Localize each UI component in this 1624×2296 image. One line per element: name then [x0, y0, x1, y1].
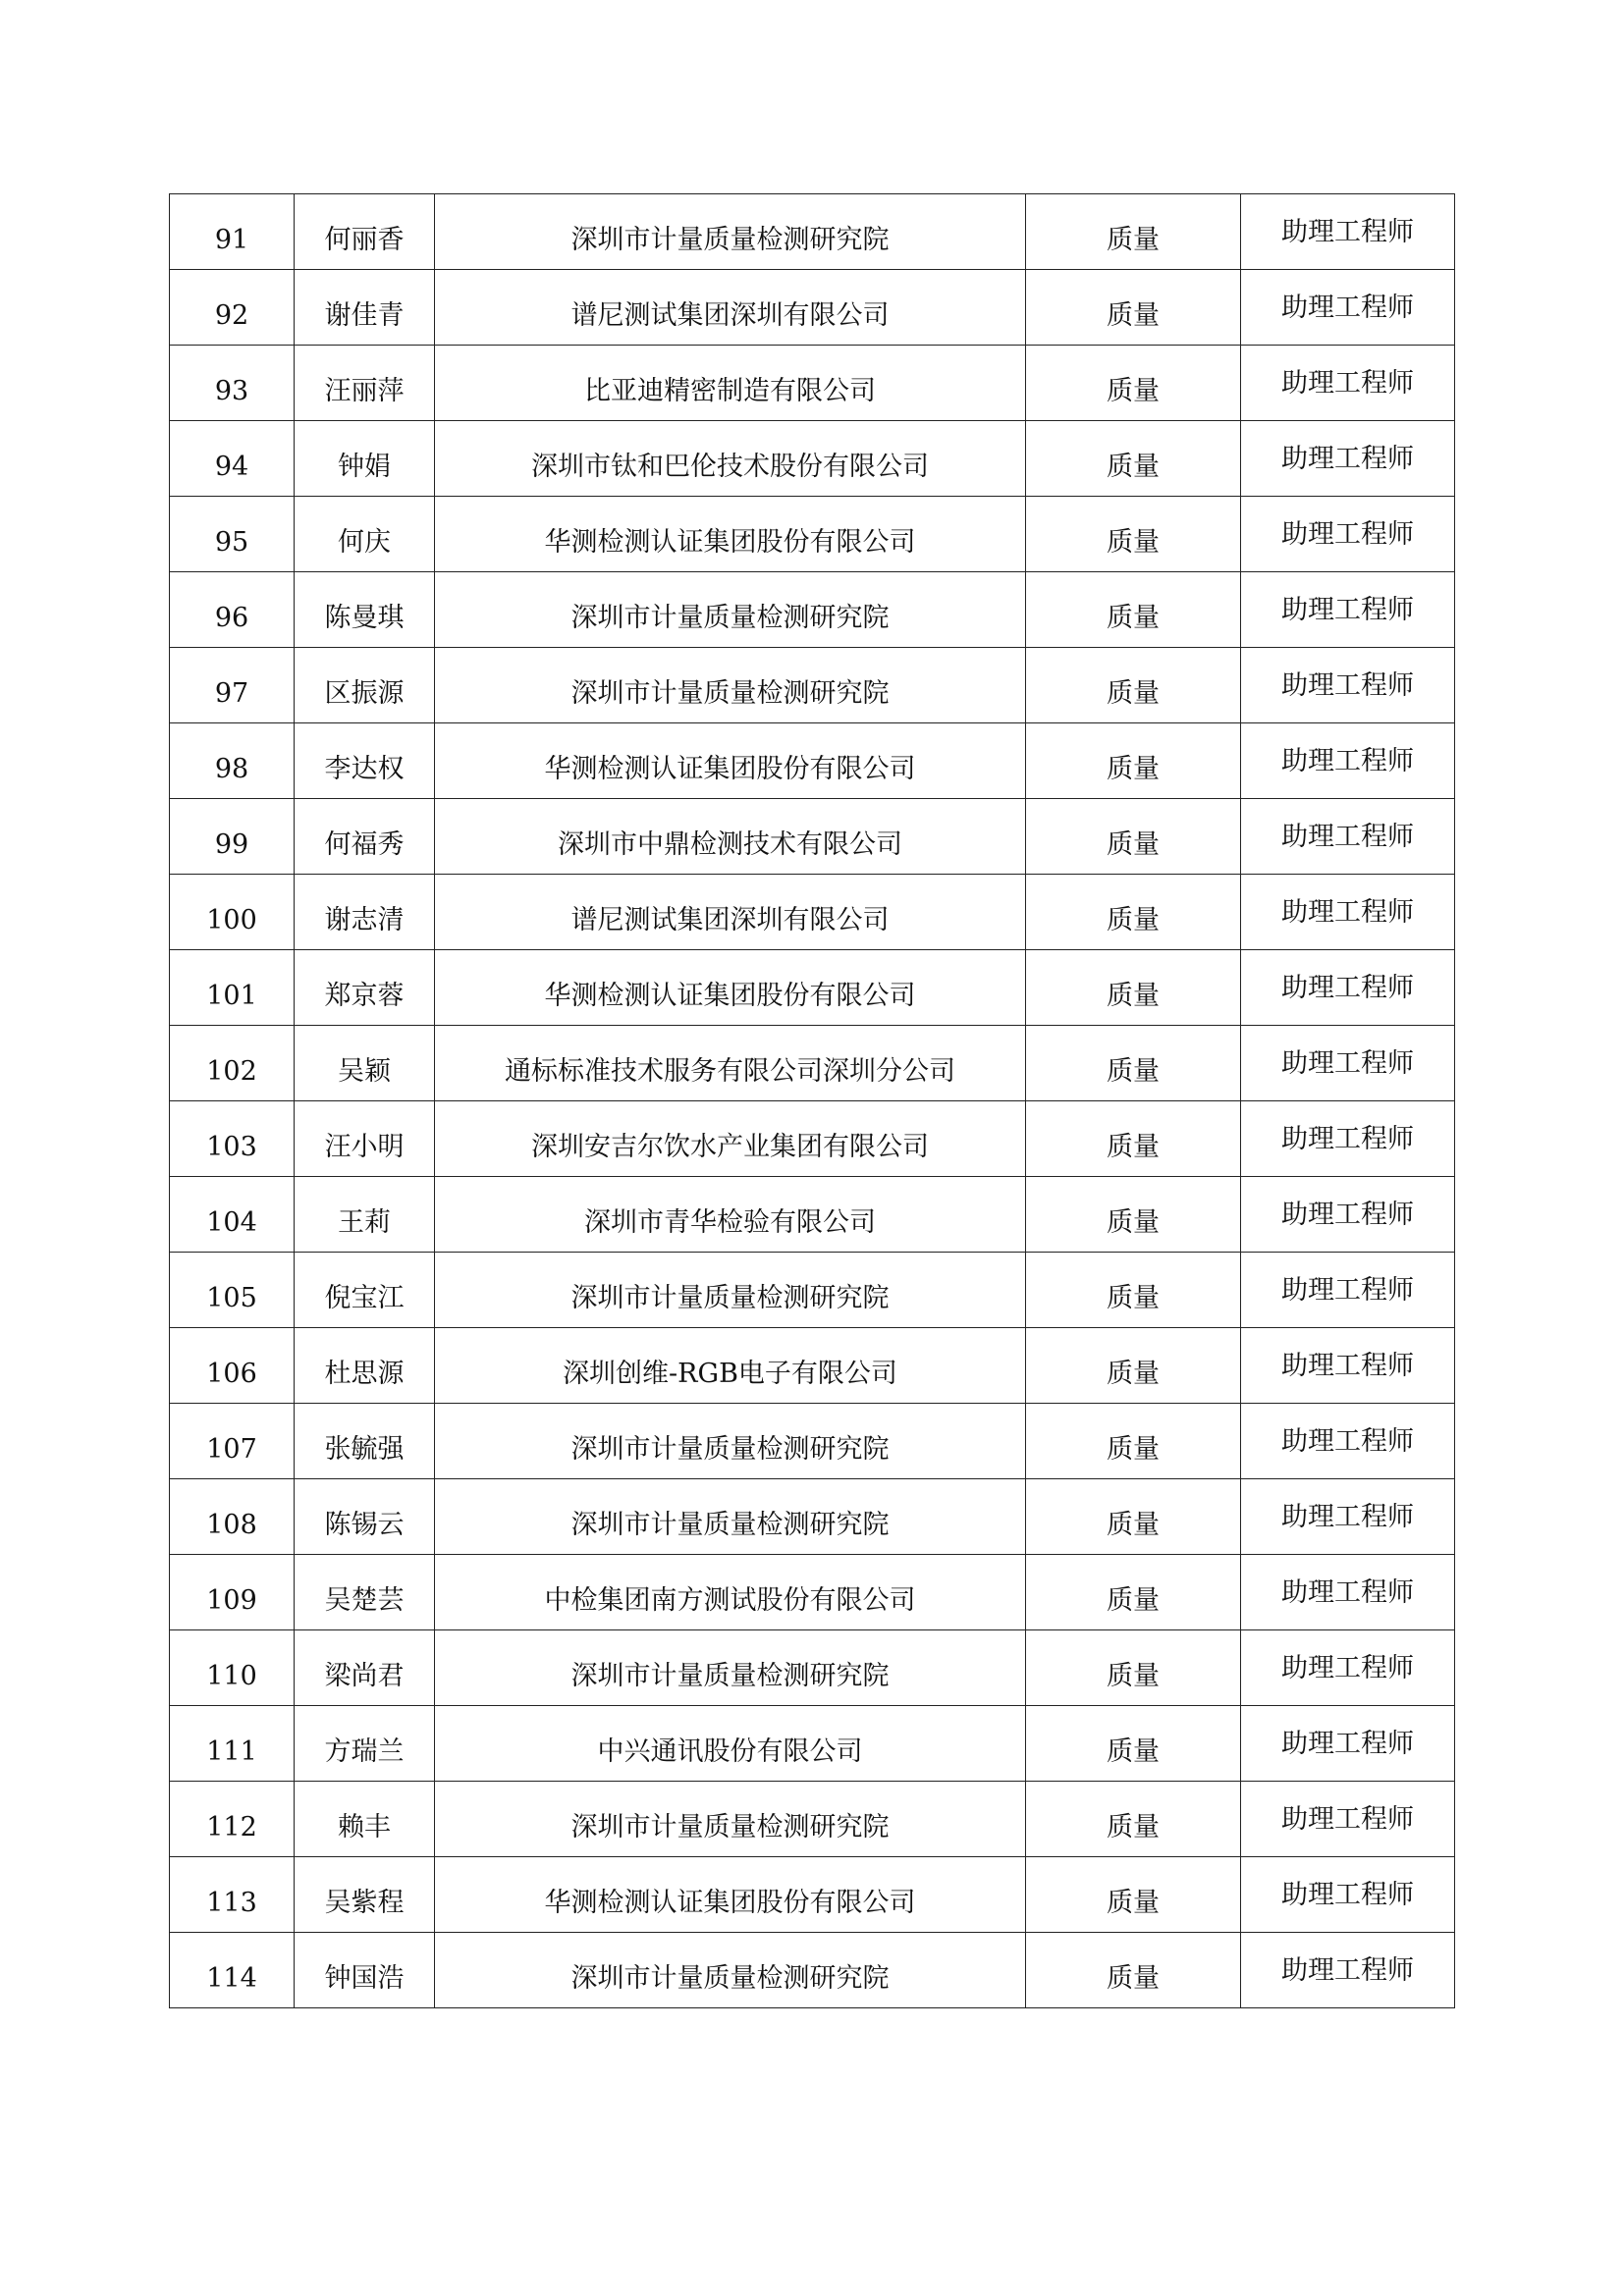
person-name-cell: 汪小明: [295, 1101, 435, 1177]
specialty-cell: 质量: [1026, 1328, 1241, 1404]
organization-cell: 深圳市计量质量检测研究院: [435, 1479, 1026, 1555]
title-level-cell: 助理工程师: [1241, 1555, 1455, 1630]
table-row: [170, 799, 1455, 875]
table-row: [170, 950, 1455, 1026]
person-name-cell: 杜思源: [295, 1328, 435, 1404]
title-level-cell: 助理工程师: [1241, 1933, 1455, 2008]
specialty-cell: 质量: [1026, 421, 1241, 497]
person-name-cell: 张毓强: [295, 1404, 435, 1479]
specialty-cell: 质量: [1026, 1857, 1241, 1933]
roster-table-body: [170, 194, 1455, 2008]
person-name-cell: 陈曼琪: [295, 572, 435, 648]
title-level-cell: 助理工程师: [1241, 1706, 1455, 1782]
title-level-cell: 助理工程师: [1241, 950, 1455, 1026]
specialty-cell: 质量: [1026, 1404, 1241, 1479]
person-name-cell: 吴楚芸: [295, 1555, 435, 1630]
organization-cell: 比亚迪精密制造有限公司: [435, 346, 1026, 421]
title-level-cell: 助理工程师: [1241, 346, 1455, 421]
organization-cell: 通标标准技术服务有限公司深圳分公司: [435, 1026, 1026, 1101]
organization-cell: 深圳市计量质量检测研究院: [435, 1630, 1026, 1706]
title-level-cell: 助理工程师: [1241, 1026, 1455, 1101]
table-row: [170, 194, 1455, 270]
specialty-cell: 质量: [1026, 799, 1241, 875]
row-number-cell: 112: [170, 1782, 295, 1857]
row-number-cell: 99: [170, 799, 295, 875]
row-number-cell: 98: [170, 723, 295, 799]
title-level-cell: 助理工程师: [1241, 1857, 1455, 1933]
row-number-cell: 102: [170, 1026, 295, 1101]
title-level-cell: 助理工程师: [1241, 421, 1455, 497]
title-level-cell: 助理工程师: [1241, 648, 1455, 723]
organization-cell: 谱尼测试集团深圳有限公司: [435, 270, 1026, 346]
person-name-cell: 陈锡云: [295, 1479, 435, 1555]
person-name-cell: 汪丽萍: [295, 346, 435, 421]
specialty-cell: 质量: [1026, 1479, 1241, 1555]
row-number-cell: 105: [170, 1253, 295, 1328]
title-level-cell: 助理工程师: [1241, 1101, 1455, 1177]
roster-table: [169, 193, 1455, 2008]
specialty-cell: 质量: [1026, 1253, 1241, 1328]
specialty-cell: 质量: [1026, 1026, 1241, 1101]
table-row: [170, 270, 1455, 346]
person-name-cell: 倪宝江: [295, 1253, 435, 1328]
specialty-cell: 质量: [1026, 1101, 1241, 1177]
organization-cell: 深圳市计量质量检测研究院: [435, 194, 1026, 270]
person-name-cell: 赖丰: [295, 1782, 435, 1857]
person-name-cell: 王莉: [295, 1177, 435, 1253]
specialty-cell: 质量: [1026, 1782, 1241, 1857]
title-level-cell: 助理工程师: [1241, 799, 1455, 875]
row-number-cell: 92: [170, 270, 295, 346]
table-row: [170, 572, 1455, 648]
organization-cell: 华测检测认证集团股份有限公司: [435, 1857, 1026, 1933]
row-number-cell: 100: [170, 875, 295, 950]
specialty-cell: 质量: [1026, 1630, 1241, 1706]
title-level-cell: 助理工程师: [1241, 1328, 1455, 1404]
specialty-cell: 质量: [1026, 270, 1241, 346]
organization-cell: 深圳市钛和巴伦技术股份有限公司: [435, 421, 1026, 497]
table-row: [170, 1404, 1455, 1479]
person-name-cell: 梁尚君: [295, 1630, 435, 1706]
organization-cell: 华测检测认证集团股份有限公司: [435, 723, 1026, 799]
organization-cell: 中检集团南方测试股份有限公司: [435, 1555, 1026, 1630]
row-number-cell: 111: [170, 1706, 295, 1782]
organization-cell: 深圳市计量质量检测研究院: [435, 1782, 1026, 1857]
organization-cell: 深圳市计量质量检测研究院: [435, 572, 1026, 648]
title-level-cell: 助理工程师: [1241, 270, 1455, 346]
person-name-cell: 方瑞兰: [295, 1706, 435, 1782]
organization-cell: 深圳市计量质量检测研究院: [435, 648, 1026, 723]
row-number-cell: 95: [170, 497, 295, 572]
row-number-cell: 101: [170, 950, 295, 1026]
title-level-cell: 助理工程师: [1241, 875, 1455, 950]
row-number-cell: 113: [170, 1857, 295, 1933]
specialty-cell: 质量: [1026, 875, 1241, 950]
row-number-cell: 114: [170, 1933, 295, 2008]
table-row: [170, 346, 1455, 421]
title-level-cell: 助理工程师: [1241, 1479, 1455, 1555]
row-number-cell: 110: [170, 1630, 295, 1706]
person-name-cell: 何福秀: [295, 799, 435, 875]
person-name-cell: 谢志清: [295, 875, 435, 950]
person-name-cell: 李达权: [295, 723, 435, 799]
row-number-cell: 109: [170, 1555, 295, 1630]
table-row: [170, 1479, 1455, 1555]
title-level-cell: 助理工程师: [1241, 1253, 1455, 1328]
specialty-cell: 质量: [1026, 1177, 1241, 1253]
row-number-cell: 103: [170, 1101, 295, 1177]
specialty-cell: 质量: [1026, 1933, 1241, 2008]
table-row: [170, 723, 1455, 799]
title-level-cell: 助理工程师: [1241, 572, 1455, 648]
table-row: [170, 1933, 1455, 2008]
table-row: [170, 1328, 1455, 1404]
specialty-cell: 质量: [1026, 950, 1241, 1026]
person-name-cell: 钟国浩: [295, 1933, 435, 2008]
organization-cell: 深圳市计量质量检测研究院: [435, 1404, 1026, 1479]
specialty-cell: 质量: [1026, 648, 1241, 723]
specialty-cell: 质量: [1026, 723, 1241, 799]
row-number-cell: 108: [170, 1479, 295, 1555]
row-number-cell: 94: [170, 421, 295, 497]
organization-cell: 深圳安吉尔饮水产业集团有限公司: [435, 1101, 1026, 1177]
table-row: [170, 1253, 1455, 1328]
specialty-cell: 质量: [1026, 497, 1241, 572]
table-row: [170, 1177, 1455, 1253]
organization-cell: 华测检测认证集团股份有限公司: [435, 497, 1026, 572]
person-name-cell: 吴颖: [295, 1026, 435, 1101]
organization-cell: 深圳市中鼎检测技术有限公司: [435, 799, 1026, 875]
table-row: [170, 875, 1455, 950]
organization-cell: 华测检测认证集团股份有限公司: [435, 950, 1026, 1026]
row-number-cell: 107: [170, 1404, 295, 1479]
title-level-cell: 助理工程师: [1241, 194, 1455, 270]
title-level-cell: 助理工程师: [1241, 497, 1455, 572]
specialty-cell: 质量: [1026, 1555, 1241, 1630]
person-name-cell: 吴紫程: [295, 1857, 435, 1933]
specialty-cell: 质量: [1026, 346, 1241, 421]
person-name-cell: 谢佳青: [295, 270, 435, 346]
title-level-cell: 助理工程师: [1241, 1177, 1455, 1253]
table-row: [170, 1857, 1455, 1933]
title-level-cell: 助理工程师: [1241, 1630, 1455, 1706]
table-row: [170, 1101, 1455, 1177]
specialty-cell: 质量: [1026, 572, 1241, 648]
table-row: [170, 648, 1455, 723]
table-row: [170, 1782, 1455, 1857]
title-level-cell: 助理工程师: [1241, 1404, 1455, 1479]
person-name-cell: 郑京蓉: [295, 950, 435, 1026]
table-row: [170, 421, 1455, 497]
organization-cell: 深圳市计量质量检测研究院: [435, 1933, 1026, 2008]
title-level-cell: 助理工程师: [1241, 723, 1455, 799]
organization-cell: 深圳创维-RGB电子有限公司: [435, 1328, 1026, 1404]
row-number-cell: 91: [170, 194, 295, 270]
organization-cell: 深圳市青华检验有限公司: [435, 1177, 1026, 1253]
table-row: [170, 1026, 1455, 1101]
row-number-cell: 93: [170, 346, 295, 421]
row-number-cell: 106: [170, 1328, 295, 1404]
person-name-cell: 何庆: [295, 497, 435, 572]
specialty-cell: 质量: [1026, 194, 1241, 270]
table-row: [170, 1706, 1455, 1782]
table-row: [170, 497, 1455, 572]
organization-cell: 谱尼测试集团深圳有限公司: [435, 875, 1026, 950]
row-number-cell: 96: [170, 572, 295, 648]
row-number-cell: 104: [170, 1177, 295, 1253]
title-level-cell: 助理工程师: [1241, 1782, 1455, 1857]
person-name-cell: 区振源: [295, 648, 435, 723]
organization-cell: 深圳市计量质量检测研究院: [435, 1253, 1026, 1328]
table-row: [170, 1555, 1455, 1630]
table-row: [170, 1630, 1455, 1706]
specialty-cell: 质量: [1026, 1706, 1241, 1782]
person-name-cell: 何丽香: [295, 194, 435, 270]
row-number-cell: 97: [170, 648, 295, 723]
person-name-cell: 钟娟: [295, 421, 435, 497]
organization-cell: 中兴通讯股份有限公司: [435, 1706, 1026, 1782]
